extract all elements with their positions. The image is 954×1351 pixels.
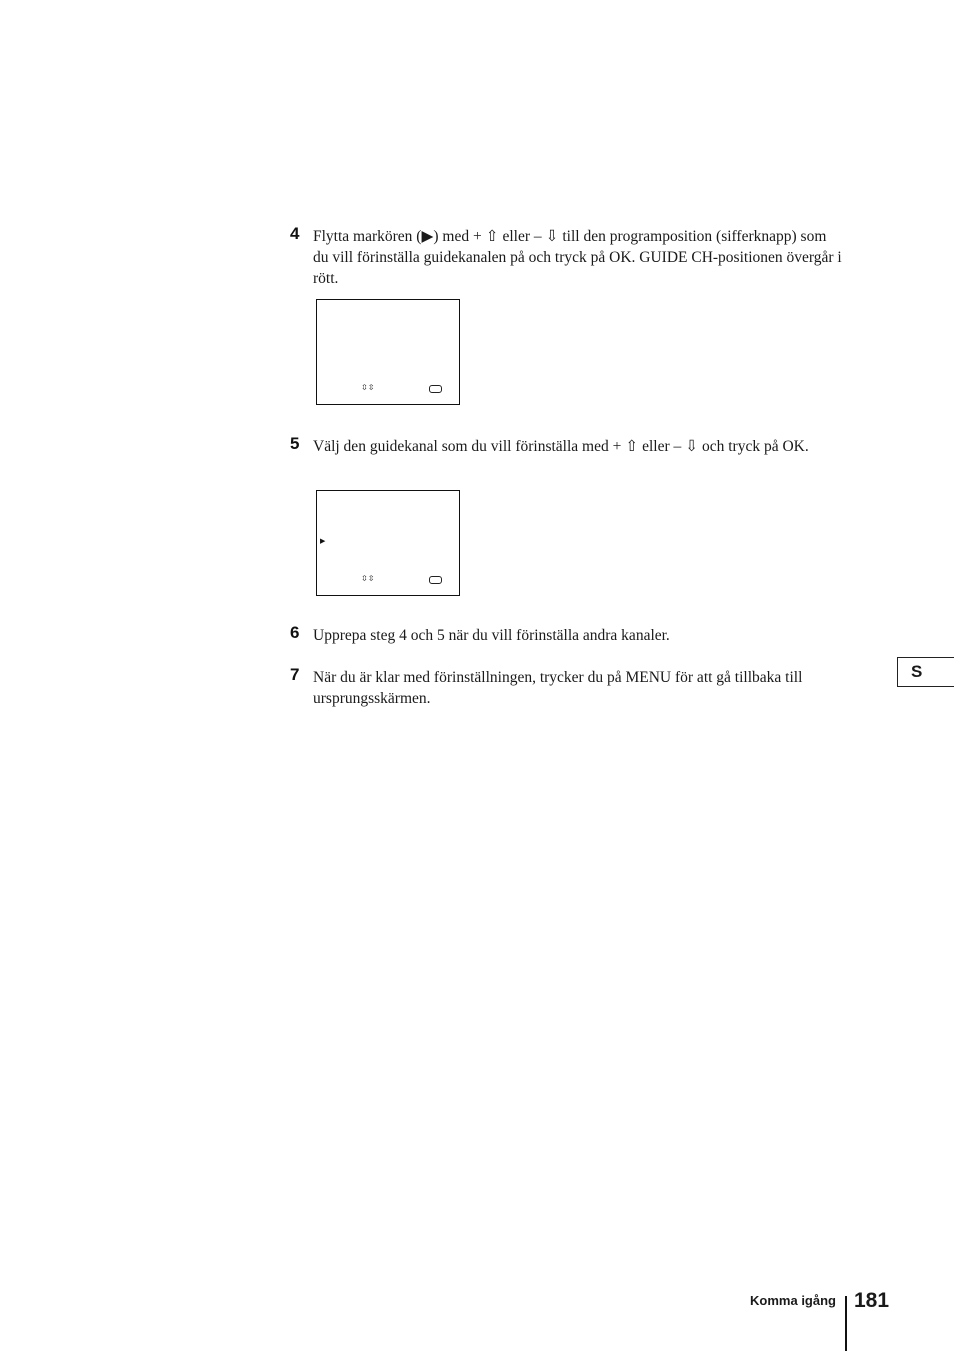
step-text: Välj den guidekanal som du vill förinställa med + ⇧ eller – ⇩ och tryck på OK. bbox=[313, 438, 809, 455]
step-number: 5 bbox=[290, 434, 300, 453]
step-number: 6 bbox=[290, 623, 300, 642]
step-text: Upprepa steg 4 och 5 när du vill förinställa andra kanaler. bbox=[313, 627, 670, 644]
page-number: 181 bbox=[854, 1289, 890, 1312]
up-down-arrows-icon: ⇳⇳ bbox=[361, 574, 375, 583]
ok-button-icon bbox=[429, 576, 442, 584]
tv-screen-illustration-step-5 bbox=[316, 490, 460, 596]
step-number: 7 bbox=[290, 665, 300, 684]
tv-screen-illustration-step-4 bbox=[316, 299, 460, 405]
step-number: 4 bbox=[290, 224, 300, 243]
footer-divider bbox=[845, 1296, 847, 1351]
step-text: Flytta markören (▶) med + ⇧ eller – ⇩ till den programposition (sifferknapp) som du vill förinställa guidekanalen på och tryck på OK. GUIDE CH-positionen övergår i rött. bbox=[313, 228, 842, 287]
language-tab: S bbox=[897, 657, 954, 687]
up-down-arrows-icon: ⇳⇳ bbox=[361, 383, 375, 392]
section-title: Komma igång bbox=[750, 1293, 836, 1308]
cursor-arrow-icon: ▶ bbox=[320, 537, 326, 545]
step-text: När du är klar med förinställningen, trycker du på MENU för att gå tillbaka till ursprungsskärmen. bbox=[313, 669, 803, 707]
ok-button-icon bbox=[429, 385, 442, 393]
